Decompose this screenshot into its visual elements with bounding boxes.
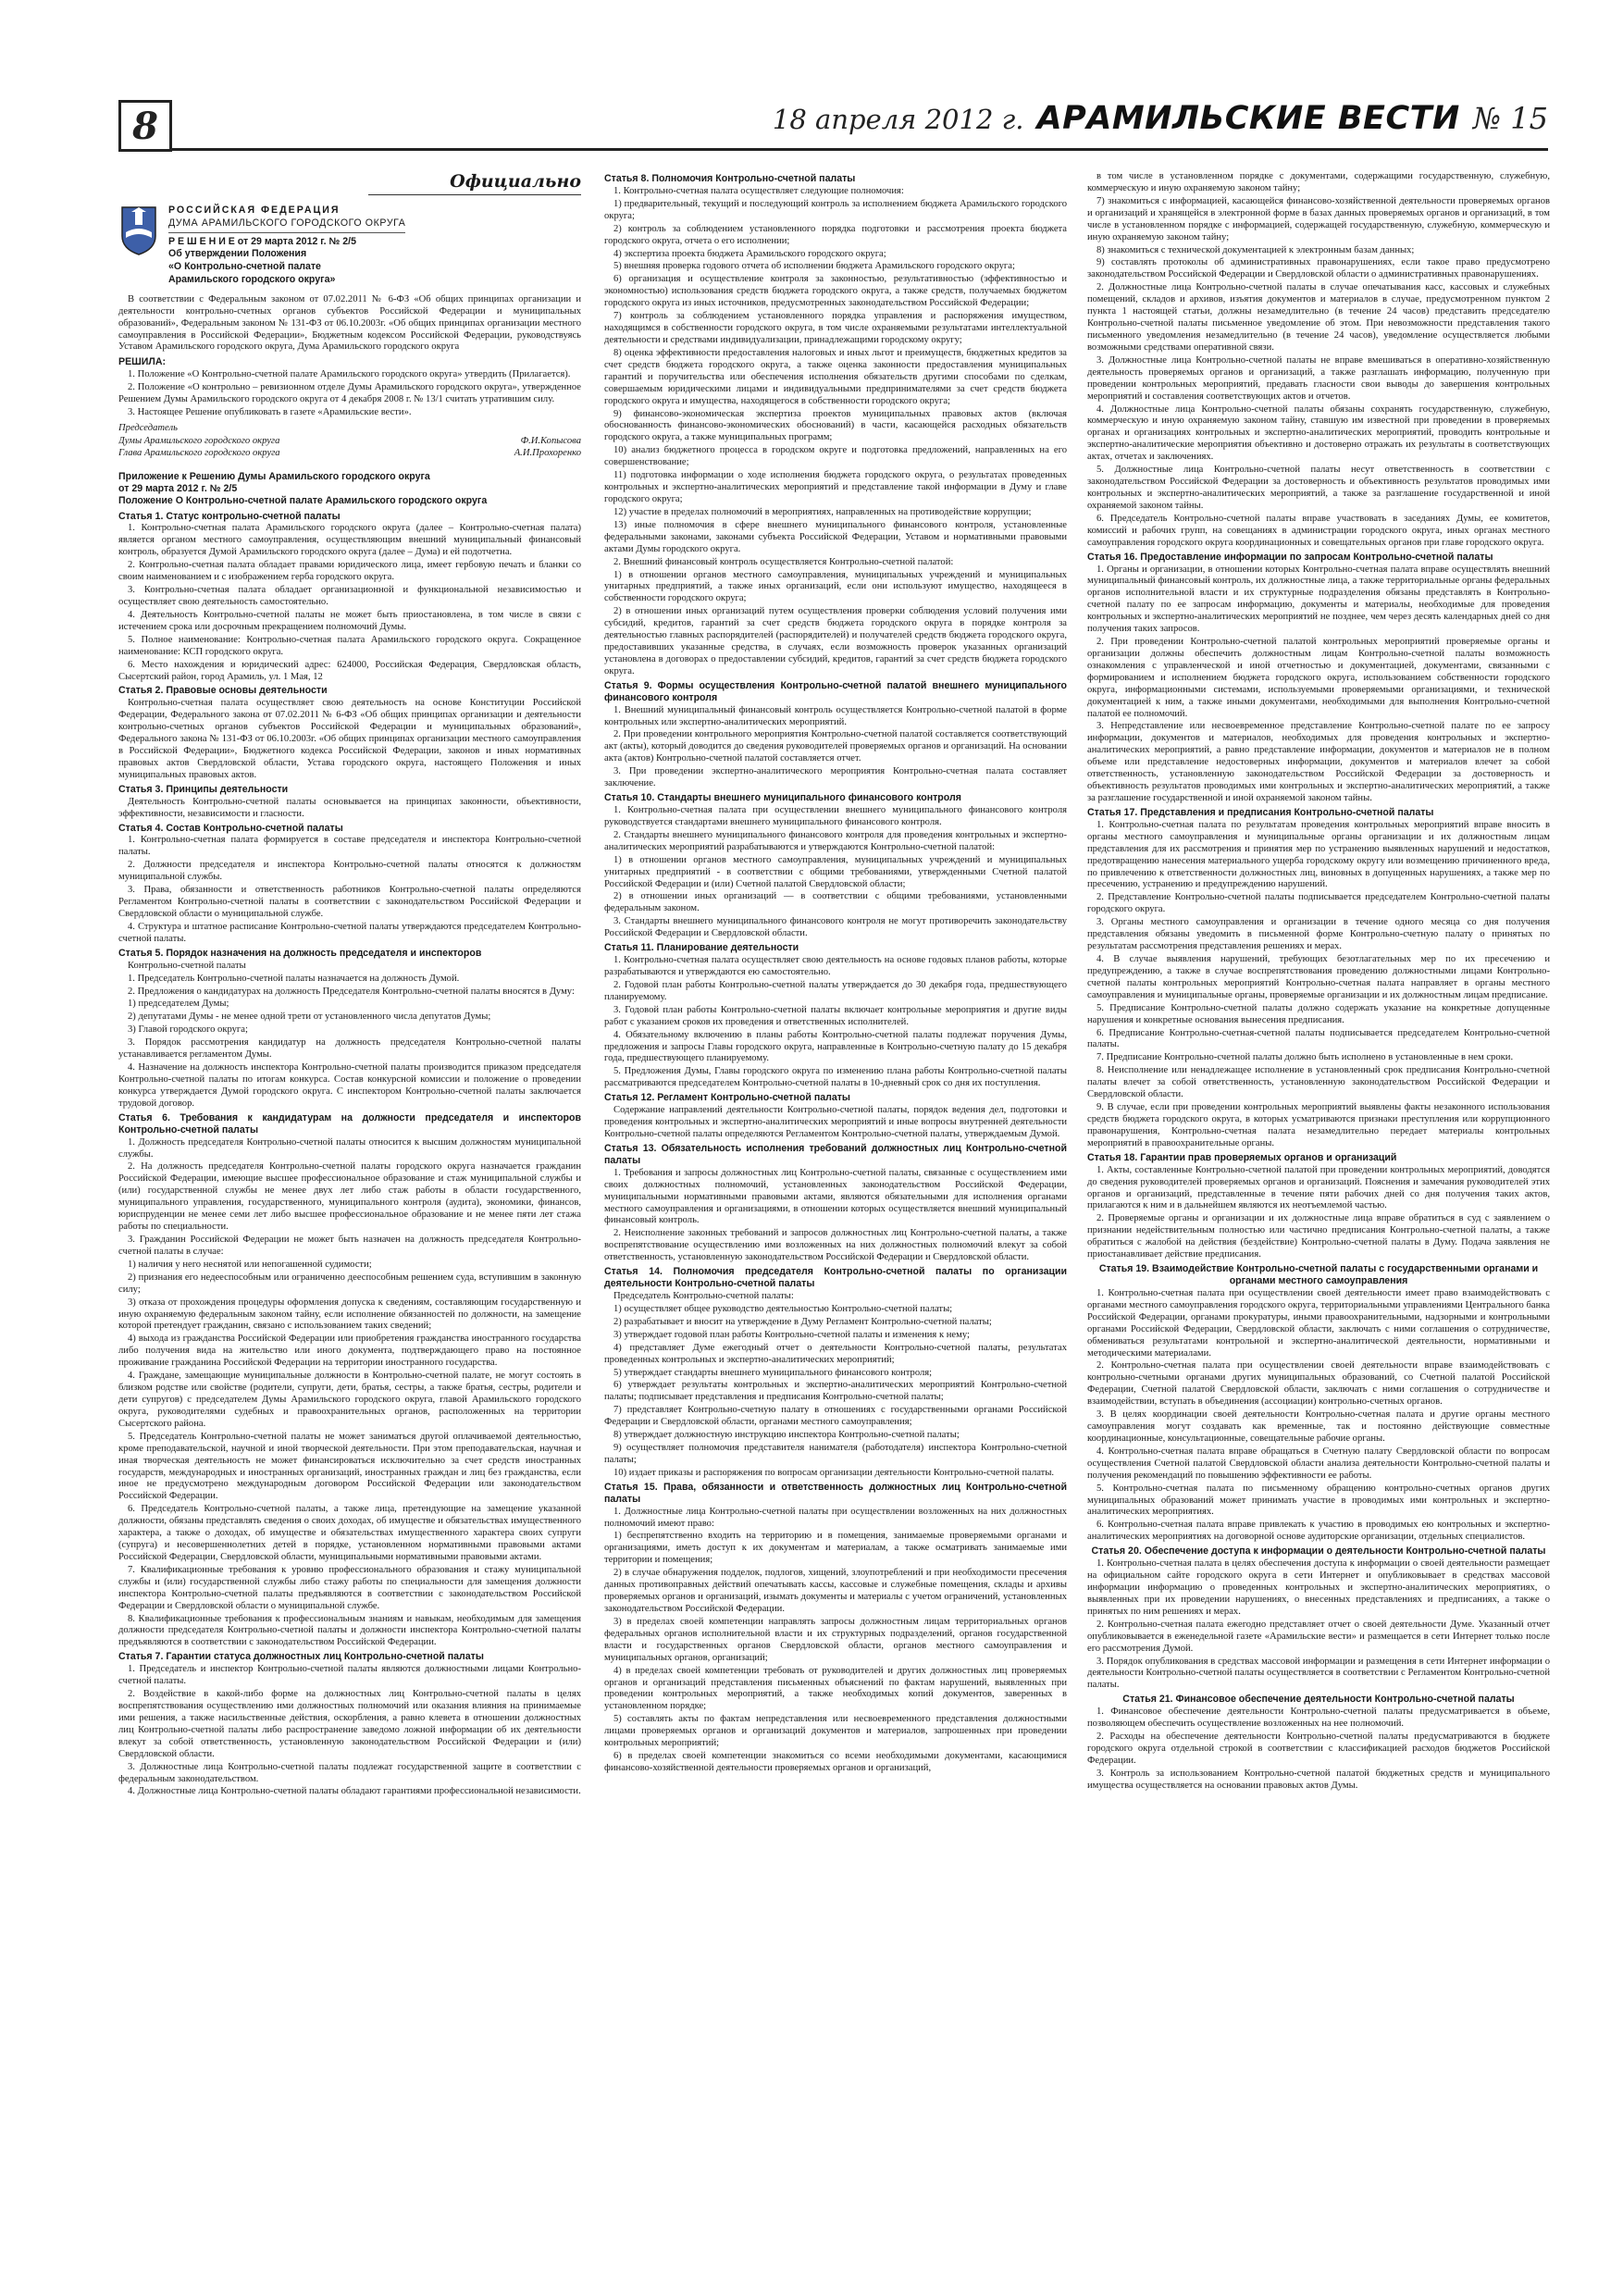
column-2 [604, 171, 1067, 2235]
paragraph: 6) утверждает результаты контрольных и экспертно-аналитических мероприятий Контрольно-счетной палаты; подписывает представления и предписания Контрольно-счетной палаты; [604, 1380, 1067, 1403]
paragraph: 1. Контрольно-счетная палата по результатам проведения контрольных мероприятий вправе вносить в органы местного самоуправления и муниципальные органы организации и их должностным лицам представления для их рассмотрения и принятия мер по устранению выявленных нарушений и недостатков, предотвращению нанесения материального ущерба городскому округу или возмещению причиненного вреда, по привлечению к ответственности должностных лиц, виновных в допущенных нарушениях, а также мер по пресечению, устранению и предупреждению нарушений. [1087, 819, 1550, 890]
paragraph: 3. При проведении экспертно-аналитического мероприятия Контрольно-счетная палата составляет заключение. [604, 766, 1067, 789]
paragraph: 2) в отношении иных организаций путем осуществления проверки соблюдения условий получения ими субсидий, кредитов, гарантий за счет средств бюджета городского округа в порядке контроля за деятельностью главных распорядителей (распорядителей) и получателей средств бюджета городского округа, предоставивших указанные средства, в случаях, если возможность проверок указанных организаций установлена в договорах о предоставлении субсидий, кредитов, гарантий за счет средств бюджета городского округа. [604, 606, 1067, 676]
paragraph: 2. Должностные лица Контрольно-счетной палаты в случае опечатывания касс, кассовых и служебных помещений, складов и архивов, изъятия документов и материалов в случае, предусмотренном пунктом 2 пункта 1 настоящей статьи, должны незамедлительно (в течение 24 часов) представить председателю Контрольно-счетной палаты письменное уведомление об этом. При невозможности представления такого письменного уведомления незамедлительно (в течение 24 часов), уведомление осуществляется любыми возможными средствами оперативной связи. [1087, 282, 1550, 353]
paragraph: в том числе в установленном порядке с документами, содержащими государственную, служебную, коммерческую и иную охраняемую законом тайну; [1087, 171, 1550, 193]
decree-item: 3. Настоящее Решение опубликовать в газете «Арамильские вести». [128, 407, 412, 418]
decree-title-line: Арамильского городского округа» [168, 274, 336, 285]
paragraph: Контрольно-счетной палаты [128, 960, 246, 971]
paragraph: 2. Неисполнение законных требований и запросов должностных лиц Контрольно-счетной палаты, а также воспрепятствование осуществлению ими возложенных на них должностных полномочий влекут за собой ответственность, установленную законодательством Российской Федерации и Свердловской области. [604, 1228, 1067, 1263]
paragraph: 2. Должности председателя и инспектора Контрольно-счетной палаты относятся к должностям муниципальной службы. [118, 860, 581, 883]
paragraph: 4) в пределах своей компетенции требовать от руководителей и других должностных лиц проверяемых органов и организаций представления письменных объяснений по фактам нарушений, выявленных при проведении контрольных мероприятий, а также необходимых копий документов, заверенных в установленном порядке; [604, 1665, 1067, 1712]
paragraph: 9) финансово-экономическая экспертиза проектов муниципальных правовых актов (включая обоснованность финансово-экономических обоснований) в части, касающейся расходных обязательств городского округа, а также муниципальных программ; [604, 408, 1067, 443]
paragraph: 6. Место нахождения и юридический адрес: 624000, Российская Федерация, Свердловская область, Сысертский район, город Арамиль, ул. 1 Мая, 12 [118, 659, 581, 682]
paragraph: 2. Внешний финансовый контроль осуществляется Контрольно-счетной палатой: [613, 556, 954, 567]
paragraph: 2. Контрольно-счетная палата ежегодно представляет отчет о своей деятельности Думе. Указанный отчет опубликовывается в еженедельной газете «Арамильские вести» и размещается в сети Интернет только после его рассмотрения Думой. [1087, 1619, 1550, 1654]
article-heading: Статья 1. Статус контрольно-счетной палаты [118, 510, 341, 522]
paragraph: 2. Воздействие в какой-либо форме на должностных лиц Контрольно-счетной палаты в целях воспрепятствования осуществлению ими должностных полномочий или оказания влияния на принимаемые ими решения, а также насильственные действия, оскорбления, а равно клевета в отношении должностных лиц Контрольно-счетной палаты либо распространение заведомо ложной информации об их деятельности влекут за собой ответственность, установленную законодательством Российской Федерации и (или) Свердловской области. [118, 1689, 581, 1759]
paragraph: 10) издает приказы и распоряжения по вопросам организации деятельности Контрольно-счетной палаты. [613, 1467, 1055, 1478]
signature-name: А.И.Прохоренко [514, 447, 581, 458]
paragraph: 1) в отношении органов местного самоуправления, муниципальных учреждений и муниципальных унитарных предприятий - в соответствии с общими требованиями, утвержденными Счетной палатой Российской Федерации и (или) Счетной палатой Свердловской области; [604, 854, 1067, 889]
paragraph: 4) выхода из гражданства Российской Федерации или приобретения гражданства иностранного государства либо получения вида на жительство или иного документа, подтверждающего право на постоянное проживание гражданина Российской Федерации на территории иностранного государства. [118, 1334, 581, 1369]
signature-name: Ф.И.Копысова [520, 435, 581, 446]
article-heading: Статья 9. Формы осуществления Контрольно-счетной палатой внешнего муниципального финансового контроля [604, 679, 1067, 703]
paragraph: 4. Структура и штатное расписание Контрольно-счетной палаты утверждаются председателем Контрольно-счетной палаты. [118, 921, 581, 944]
article-heading: Статья 8. Полномочия Контрольно-счетной палаты [604, 173, 856, 184]
paragraph: 8. Квалификационные требования к профессиональным знаниям и навыкам, необходимым для замещения должности председателя Контрольно-счетной палаты и должности инспектора Контрольно-счетной палаты предъявляются в соответствии с законодательством Российской Федерации. [118, 1613, 581, 1648]
paragraph: 4. Контрольно-счетная палата вправе обращаться в Счетную палату Свердловской области по вопросам осуществления Счетной палатой Свердловской области анализа деятельности Контрольно-счетной палаты и получения рекомендаций по повышению эффективности ее работы. [1087, 1446, 1550, 1481]
paragraph: 5) составлять акты по фактам непредставления или несвоевременного представления должностными лицами проверяемых органов и организаций документов и материалов, запрошенных при проведении контрольных мероприятий; [604, 1714, 1067, 1749]
decree-date-line: Р Е Ш Е Н И Е от 29 марта 2012 г. № 2/5 [168, 235, 357, 247]
paragraph: 1) предварительный, текущий и последующий контроль за исполнением бюджета Арамильского городского округа; [604, 198, 1067, 221]
paragraph: 9) осуществляет полномочия представителя нанимателя (работодателя) инспектора Контрольно-счетной палаты; [604, 1443, 1067, 1465]
article-heading: Статья 3. Принципы деятельности [118, 783, 289, 795]
paragraph: 1. Контрольно-счетная палата осуществляет следующие полномочия: [613, 185, 904, 196]
signature-role: Глава Арамильского городского округа [118, 447, 280, 458]
paragraph: 5. Контрольно-счетная палата по письменному обращению контрольно-счетных органов других муниципальных образований может принимать участие в проводимых ими контрольных и экспертно-аналитических мероприятиях. [1087, 1483, 1550, 1518]
paragraph: 2. Предложения о кандидатурах на должность Председателя Контрольно-счетной палаты вносятся в Думу: [128, 986, 575, 997]
paragraph: 2) в случае обнаружения подделок, подлогов, хищений, злоупотреблений и при необходимости пресечения данных противоправных действий опечатывать кассы, кассовые и служебные помещения, склады и архивы проверяемых органов и организаций, изымать документы и материалы с учетом ограничений, установленных законодательством Российской Федерации. [604, 1568, 1067, 1615]
decree-title-line: Об утверждении Положения [168, 248, 307, 260]
newspaper-title: АРАМИЛЬСКИЕ ВЕСТИ [1036, 100, 1460, 137]
paragraph: 6) в пределах своей компетенции знакомиться со всеми необходимыми документами, касающимися финансово-хозяйственной деятельности проверяемых органов и организаций, [604, 1751, 1067, 1773]
paragraph: 2) депутатами Думы - не менее одной трети от установленного числа депутатов Думы; [128, 1011, 491, 1023]
signature-role: Думы Арамильского городского округа [118, 435, 280, 446]
article-heading: Статья 21. Финансовое обеспечение деятельности Контрольно-счетной палаты [1122, 1694, 1515, 1706]
article-heading: Статья 19. Взаимодействие Контрольно-счетной палаты с государственными органами и органами местного самоуправления [1098, 1263, 1539, 1286]
article-heading: Статья 7. Гарантии статуса должностных лиц Контрольно-счетной палаты [118, 1651, 484, 1663]
paragraph: 2. На должность председателя Контрольно-счетной палаты городского округа назначается гражданин Российской Федерации, имеющие высшее профессиональное образование и стаж муниципальной службы и (или) государственной службы не менее двух лет либо стаж работы в области государственного, муниципального управления, государственного, муниципального контроля (аудита), экономики, финансов, юриспруденции не менее семи лет либо высшее профессиональное образование и не менее пяти лет стажа работы по специальности. [118, 1161, 581, 1233]
appendix-line: Приложение к Решению Думы Арамильского городского округа [118, 470, 430, 482]
paragraph: 1. Финансовое обеспечение деятельности Контрольно-счетной палаты предусматривается в объеме, позволяющем обеспечить осуществление возложенных на нее полномочий. [1087, 1706, 1550, 1730]
paragraph: 5. Предписание Контрольно-счетной палаты должно содержать указание на конкретные допущенные нарушения и конкретные основания вынесения предписания. [1087, 1002, 1550, 1025]
paragraph: 1) осуществляет общее руководство деятельностью Контрольно-счетной палаты; [613, 1303, 953, 1314]
paragraph: 2. Контрольно-счетная палата обладает правами юридического лица, имеет гербовую печать и бланки со своим наименованием и с изображением герба городского округа. [118, 560, 581, 583]
paragraph: 2) в отношении иных организаций — в соответствии с общими требованиями, установленными федеральным законом. [604, 891, 1067, 914]
paragraph: 1. Контрольно-счетная палата в целях обеспечения доступа к информации о своей деятельности размещает на официальном сайте городского округа в сети Интернет и опубликовывает в средствах массовой информации информацию о проведенных контрольных и экспертно-аналитических мероприятиях, о выявленных при их проведении нарушениях, о внесенных представлениях и предписаниях, а также о принятых по ним решениях и мерах. [1087, 1558, 1550, 1617]
article-heading: Статья 2. Правовые основы деятельности [118, 685, 328, 697]
paragraph: 1) в отношении органов местного самоуправления, муниципальных учреждений и муниципальных унитарных предприятий, а также иных организаций, если они используют имущество, находящееся в собственности городского округа; [604, 569, 1067, 604]
paragraph: 10) анализ бюджетного процесса в городском округе и подготовка предложений, направленных на его совершенствование; [604, 445, 1067, 468]
paragraph: 2. При проведении контрольного мероприятия Контрольно-счетной палатой составляется соответствующий акт (акты), который доводится до сведения руководителей проверяемых органов и организаций. На основании акта (актов) Контрольно-счетной палатой составляется отчет. [604, 729, 1067, 764]
paragraph: 4. Назначение на должность инспектора Контрольно-счетной палаты производится приказом председателя Контрольно-счетной палаты по итогам конкурса. Состав конкурсной комиссии и положение о проведении конкурса утверждается Думой городского округа. С инспектором Контрольно-счетной палаты заключается трудовой договор. [118, 1062, 581, 1109]
article-heading: Статья 5. Порядок назначения на должность председателя и инспекторов [118, 947, 482, 959]
issue-date: 18 апреля 2012 г. [772, 104, 1024, 135]
paragraph: 7) представляет Контрольно-счетную палату в отношениях с государственными органами Российской Федерации и Свердловской области, органами местного самоуправления; [604, 1405, 1067, 1428]
paragraph: 1. Внешний муниципальный финансовый контроль осуществляется Контрольно-счетной палатой в форме контрольных или экспертно-аналитических мероприятий. [604, 704, 1067, 727]
paragraph: 1. Требования и запросы должностных лиц Контрольно-счетной палаты, связанные с осуществлением ими своих должностных полномочий, установленных законодательством Российской Федерации, муниципальными нормативными правовыми актами, являются обязательными для исполнения органами местного самоуправления и организациями, в отношении которых осуществляется внешний муниципальный финансовый контроль. [604, 1167, 1067, 1226]
paragraph: 4. Должностные лица Контрольно-счетной палаты обладают гарантиями профессиональной независимости. [128, 1786, 581, 1797]
paragraph: 2. Проверяемые органы и организации и их должностные лица вправе обратиться в суд с заявлением о признании недействительным полностью или частично предписания Контрольно-счетной палаты, а также обратиться с жалобой на действия (бездействие) Контрольно-счетной палаты в Думу. Подача заявления не приостанавливает действие предписания. [1087, 1213, 1550, 1260]
paragraph: 6. Контрольно-счетная палата вправе привлекать к участию в проводимых ею контрольных и экспертно-аналитических мероприятиях на договорной основе аудиторские организации, отдельных специалистов. [1087, 1520, 1550, 1543]
paragraph: Контрольно-счетная палата осуществляет свою деятельность на основе Конституции Российской Федерации, Федерального закона от 07.02.2011 № 6-ФЗ «Об общих принципах организации и деятельности контрольно-счетных органов субъектов Российской Федерации и муниципальных образований», Федерального закона № 131-ФЗ от 06.10.2003г. «Об общих принципах организации местного самоуправления в Российской Федерации», Бюджетного кодекса Российской Федерации, законов и иных нормативных правовых актов Свердловской области, Устава городского округа, настоящего Положения и иных муниципальных правовых актов. [118, 698, 581, 780]
column-1-body [118, 511, 581, 1799]
paragraph: 7) знакомиться с информацией, касающейся финансово-хозяйственной деятельности проверяемых органов и организаций и хранящейся в электронной форме в базах данных проверяемых органов и организаций, в том числе в установленном порядке с информацией, содержащей государственную, служебную, коммерческую и иную охраняемую законом тайну; [1087, 195, 1550, 242]
paragraph: 3. Органы местного самоуправления и организации в течение одного месяца со дня получения представления обязаны уведомить в письменной форме Контрольно-счетную палату о принятых по результатам рассмотрения представления решениях и мерах. [1087, 917, 1550, 952]
paragraph: 9. В случае, если при проведении контрольных мероприятий выявлены факты незаконного использования средств бюджета городского округа, в которых усматриваются признаки преступления или коррупционного правонарушения, Контрольно-счетная палата незамедлительно передает материалы контрольных мероприятий в правоохранительные органы. [1087, 1102, 1550, 1148]
chair-label: Председатель [118, 422, 178, 433]
paragraph: 1. Акты, составленные Контрольно-счетной палатой при проведении контрольных мероприятий, доводятся до сведения руководителей проверяемых органов и организаций. Пояснения и замечания руководителей этих органов и организаций, представленные в течение пяти рабочих дней со дня получения таких актов, прилагаются к ним и в дальнейшем являются их неотъемлемой частью. [1087, 1164, 1550, 1211]
paragraph: 1. Органы и организации, в отношении которых Контрольно-счетная палата вправе осуществлять внешний муниципальный финансовый контроль, их должностные лица, а также территориальные органы федеральных органов исполнительной власти и их структурные подразделения обязаны представлять в Контрольно-счетной палату по ее запросам информацию, документы и материалы, необходимые для проведения контрольных и экспертно-аналитических мероприятий не позднее, чем через десять календарных дней со дня получения таких запросов. [1087, 564, 1550, 635]
masthead-right [773, 100, 1548, 146]
paragraph: 3) утверждает годовой план работы Контрольно-счетной палаты и изменения к нему; [613, 1329, 970, 1340]
article-heading: Статья 4. Состав Контрольно-счетной палаты [118, 822, 343, 834]
federation-label: РОССИЙСКАЯ ФЕДЕРАЦИЯ [168, 205, 341, 217]
paragraph: 1) беспрепятственно входить на территорию и в помещения, занимаемые проверяемыми органами и организациями, иметь доступ к их документам и материалам, а также осматривать занимаемые ими территории и помещения; [604, 1531, 1067, 1566]
masthead-rule [172, 148, 1548, 151]
paragraph: 5. Предложения Думы, Главы городского округа по изменению плана работы Контрольно-счетной палаты рассматриваются председателем Контрольно-счетной палаты в 10-дневный срок со дня их поступления. [604, 1066, 1067, 1089]
paragraph: 1. Контрольно-счетная палата при осуществлении внешнего муниципального финансового контроля руководствуется стандартами внешнего муниципального финансового контроля. [604, 805, 1067, 827]
paragraph: 12) участие в пределах полномочий в мероприятиях, направленных на противодействие коррупции; [613, 506, 1032, 517]
paragraph: 3. Порядок опубликования в средствах массовой информации и размещения в сети Интернет информации о деятельности Контрольно-счетной палаты осуществляется в соответствии с Регламентом Контрольно-счетной палаты. [1087, 1656, 1550, 1691]
paragraph: 9) составлять протоколы об административных правонарушениях, если такое право предусмотрено законодательством Российской Федерации и Свердловской области о административных правонарушениях. [1087, 257, 1550, 280]
paragraph: 1. Должность председателя Контрольно-счетной палаты относится к высшим должностям муниципальной службы. [118, 1136, 581, 1160]
column-2-body [604, 173, 1067, 1775]
paragraph: 1. Должностные лица Контрольно-счетной палаты при осуществлении возложенных на них должностных полномочий имеют право: [604, 1506, 1067, 1529]
paragraph: 3. Должностные лица Контрольно-счетной палаты не вправе вмешиваться в оперативно-хозяйственную деятельность проверяемых органов и организаций, а также разглашать информацию, полученную при проведении контрольных мероприятий, предавать гласности свои выводы до завершения контрольных мероприятий и составления соответствующих актов и отчетов. [1087, 354, 1550, 402]
paragraph: 1. Контрольно-счетная палата формируется в составе председателя и инспектора Контрольно-счетной палаты. [118, 835, 581, 858]
paragraph: 8. Неисполнение или ненадлежащее исполнение в установленный срок предписания Контрольно-счетной палаты влечет за собой ответственность, установленную законодательством Российской Федерации и Свердловской области. [1087, 1065, 1550, 1100]
paragraph: 7. Предписание Контрольно-счетной палаты должно быть исполнено в установленные в нем сроки. [1096, 1052, 1514, 1063]
article-heading: Статья 16. Предоставление информации по запросам Контрольно-счетной палаты [1087, 551, 1493, 563]
article-heading: Статья 13. Обязательность исполнения требований должностных лиц Контрольно-счетной палаты [604, 1142, 1067, 1166]
decree-title-line: «О Контрольно-счетной палате [168, 261, 321, 273]
paragraph: 13) иные полномочия в сфере внешнего муниципального финансового контроля, установленные федеральными законами, законами субъекта Российской Федерации, Уставом и нормативными правовыми актами Думы городского округа. [604, 519, 1067, 554]
paragraph: 6) организация и осуществление контроля за законностью, результативностью (эффективностью и экономностью) использования средств бюджета городского округа, а также средств, получаемых бюджетом городского округа из иных источников, предусмотренных законодательством Российской Федерации; [604, 274, 1067, 309]
issue-number: № 15 [1472, 101, 1548, 136]
paragraph: 3) Главой городского округа; [128, 1024, 248, 1036]
paragraph: 3. Непредставление или несвоевременное представление Контрольно-счетной палате по ее запросу информации, документов и материалов, необходимых для проведения контрольных и экспертно-аналитических мероприятий, а равно представление информации, документов и материалов не в полном объеме или представление недостоверных информации, документов и материалов влечет за собой ответственность, установленную законодательством Российской Федерации за достоверность и объективность результатов проводимых ими контрольных и экспертно-аналитических мероприятий, а также за разглашение государственной и иной охраняемой законом тайны. [1087, 721, 1550, 804]
article-heading: Статья 15. Права, обязанности и ответственность должностных лиц Контрольно-счетной палаты [604, 1481, 1067, 1505]
signature-row [118, 448, 581, 460]
paragraph: 5) утверждает стандарты внешнего муниципального финансового контроля; [613, 1367, 933, 1378]
appendix-line: от 29 марта 2012 г. № 2/5 [118, 482, 238, 494]
paragraph: 2. При проведении Контрольно-счетной палатой контрольных мероприятий проверяемые органы и организации должны обеспечить должностным лицам Контрольно-счетной палаты возможность ознакомления с управленческой и иной отчетностью и документацией, документами, связанными с формированием и исполнением бюджета городского округа, использованием собственности городского округа, информационными системами, используемыми проверяемыми организациями, и технической документацией к ним, а также иными документами, необходимыми для выполнения Контрольно-счетной палатой ее полномочий. [1087, 637, 1550, 719]
paragraph: 1. Председатель Контрольно-счетной палаты назначается на должность Думой. [128, 973, 460, 984]
paragraph: 1) председателем Думы; [128, 999, 229, 1010]
paragraph: 4. Обязательному включению в планы работы Контрольно-счетной палаты подлежат поручения Думы, предложения и запросы Главы городского округа, направленные в Контрольно-счетную палату до 15 декабря года, предшествующего планируемому. [604, 1029, 1067, 1064]
paragraph: 2. Расходы на обеспечение деятельности Контрольно-счетной палаты предусматриваются в бюджете городского округа отдельной строкой в соответствии с классификацией расходов бюджетов Российской Федерации. [1087, 1731, 1550, 1766]
column-1 [118, 171, 581, 2235]
paragraph: 1. Контрольно-счетная палата при осуществлении своей деятельности имеет право взаимодействовать с органами местного самоуправления городского округа, территориальными управлениями Центрального банка Российской Федерации, органами прокуратуры, иными правоохранительными, надзорными и контрольными органами Российской Федерации, Свердловской области, заключать с ними соглашения о сотрудничестве, обмениваться результатами контрольной и экспертно-аналитической деятельности, нормативными и методическими материалами. [1087, 1287, 1550, 1359]
paragraph: 4. Граждане, замещающие муниципальные должности в Контрольно-счетной палате, не могут состоять в близком родстве или свойстве (родители, супруги, дети, братья, сестры, а также братья, сестры, родители и дети супругов) с председателем Думы Арамильского городского округа, главой Арамильского городского округа, руководителями судебных и правоохранительных органов, расположенных на территории Сысертского района. [118, 1371, 581, 1429]
article-heading: Статья 17. Представления и предписания Контрольно-счетной палаты [1087, 806, 1434, 818]
decree-item: 1. Положение «О Контрольно-счетной палате Арамильского городского округа» утвердить (Прилагается). [128, 369, 571, 380]
article-heading: Статья 18. Гарантии прав проверяемых органов и организаций [1087, 1151, 1397, 1163]
paragraph: 2. Контрольно-счетная палата при осуществлении своей деятельности вправе взаимодействовать с контрольно-счетными органами других муниципальных образований, со Счетной палатой Российской Федерации, Счетной палатой Свердловской области, заключать с ними соглашения о сотрудничестве и взаимодействии, вступать в объединения (ассоциации) контрольно-счетных органов. [1087, 1360, 1550, 1408]
paragraph: 3. Контроль за использованием Контрольно-счетной палатой бюджетных средств и муниципального имущества осуществляется на основании правовых актов Думы. [1087, 1768, 1550, 1791]
paragraph: 2) контроль за соблюдением установленного порядка подготовки и рассмотрения проекта бюджета городского округа, отчета о его исполнении; [604, 223, 1067, 246]
paragraph: 3. Порядок рассмотрения кандидатур на должность председателя Контрольно-счетной палаты устанавливается регламентом Думы. [118, 1037, 581, 1061]
duma-label: ДУМА АРАМИЛЬСКОГО ГОРОДСКОГО ОКРУГА [168, 217, 405, 233]
paragraph: 2. Представление Контрольно-счетной палаты подписывается председателем Контрольно-счетной палаты городского округа. [1087, 892, 1550, 915]
article-heading: Статья 12. Регламент Контрольно-счетной палаты [604, 1092, 850, 1104]
masthead [118, 100, 1548, 154]
paragraph: 5. Должностные лица Контрольно-счетной палаты несут ответственность в соответствии с законодательством Российской Федерации за достоверность и объективность результатов проводимых ими контрольных и экспертно-аналитических мероприятий, а также за разглашение государственной и иной охраняемой законом тайны. [1087, 465, 1550, 511]
paragraph: 1. Контрольно-счетная палата Арамильского городского округа (далее – Контрольно-счетная палата) является органом местного самоуправления, осуществляющим внешний муниципальный финансовый контроль, образуется Думой Арамильского городского округа (далее – Дума) и ей подотчетна. [118, 523, 581, 558]
article-heading: Статья 6. Требования к кандидатурам на должности председателя и инспекторов Контрольно-счетной палаты [118, 1111, 581, 1136]
paragraph: 2) признания его недееспособным или ограниченно дееспособным решением суда, вступившим в законную силу; [118, 1272, 581, 1295]
paragraph: Содержание направлений деятельности Контрольно-счетной палаты, порядок ведения дел, подготовки и проведения контрольных и экспертно-аналитических мероприятий и иные вопросы внутренней деятельности Контрольно-счетной палаты определяются Регламентом Контрольно-счетной палаты, утверждаемым Думой. [604, 1105, 1067, 1139]
paragraph: 4. Должностные лица Контрольно-счетной палаты обязаны сохранять государственную, служебную, коммерческую и иную охраняемую законом тайну, ставшую им известной при проведении в проверяемых органах и организациях контрольных и экспертно-аналитических мероприятий, проводить контрольные и экспертно-аналитические мероприятия объективно и достоверно отражать их результаты в соответствующих актах, отчетах и заключениях. [1087, 403, 1550, 463]
decree-title [168, 248, 405, 286]
decree-resolved-label: РЕШИЛА: [118, 356, 167, 368]
column-3-body [1087, 171, 1550, 1793]
paragraph: 3. В целях координации своей деятельности Контрольно-счетная палата и другие органы местного самоуправления могут создавать как временные, так и постоянно действующие совместные координационные, консультационные, совещательные рабочие органы. [1087, 1409, 1550, 1444]
paragraph: 3. Должностные лица Контрольно-счетной палаты подлежат государственной защите в соответствии с федеральным законодательством. [118, 1761, 581, 1784]
article-heading: Статья 20. Обеспечение доступа к информации о деятельности Контрольно-счетной палаты [1091, 1545, 1546, 1558]
paragraph: 1. Председатель и инспектор Контрольно-счетной палаты являются должностными лицами Контрольно-счетной палаты. [118, 1664, 581, 1687]
paragraph: 4. Деятельность Контрольно-счетной палаты не может быть приостановлена, в том числе в связи с истечением срока или досрочным прекращением полномочий Думы. [118, 609, 581, 632]
paragraph: 3. Права, обязанности и ответственность работников Контрольно-счетной палаты определяются Регламентом Контрольно-счетной палаты в соответствии с законодательством Российской Федерации и Свердловской области о муниципальной службе. [118, 885, 581, 920]
paragraph: 2. Стандарты внешнего муниципального финансового контроля для проведения контрольных и экспертно-аналитических мероприятий разрабатываются и утверждаются Контрольно-счетной палатой: [604, 829, 1067, 852]
appendix-line: Положение О Контрольно-счетной палате Арамильского городского округа [118, 494, 488, 506]
paragraph: 8) утверждает должностную инструкцию инспектора Контрольно-счетной палаты; [613, 1430, 960, 1441]
paragraph: 5) внешняя проверка годового отчета об исполнении бюджета Арамильского городского округа; [613, 261, 1015, 272]
section-label: Официально [368, 171, 581, 195]
paragraph: 1. Контрольно-счетная палата осуществляет свою деятельность на основе годовых планов работы, которые разрабатываются и утверждаются ею самостоятельно. [604, 955, 1067, 977]
column-3 [1087, 171, 1550, 2235]
paragraph: 3) в пределах своей компетенции направлять запросы должностным лицам территориальных органов федеральных органов исполнительной власти и их структурных подразделений, органов государственной власти и государственных органов Свердловской области, органов местного самоуправления и муниципальных органов, организаций; [604, 1616, 1067, 1663]
decree-header [118, 205, 581, 287]
paragraph: 5. Полное наименование: Контрольно-счетная палата Арамильского городского округа. Сокращенное наименование: КСП городского округа. [118, 634, 581, 657]
paragraph: 5. Председатель Контрольно-счетной палаты не может заниматься другой оплачиваемой деятельностью, кроме преподавательской, научной и иной творческой деятельности. При этом преподавательская, научная и иная творческая деятельность не может финансироваться исключительно за счет средств иностранных государств, международных и иностранных организаций, иностранных граждан и лиц без гражданства, если иное не предусмотрено международным договором Российской Федерации или законодательством Российской Федерации. [118, 1431, 581, 1502]
decree-header-text [168, 205, 405, 287]
paragraph: 2) разрабатывает и вносит на утверждение в Думу Регламент Контрольно-счетной палаты; [613, 1316, 992, 1327]
paragraph: 6. Предписание Контрольно-счетная-счетной палаты подписывается председателем Контрольно-счетной палаты. [1087, 1027, 1550, 1050]
paragraph: Председатель Контрольно-счетной палаты: [613, 1290, 794, 1301]
article-heading: Статья 14. Полномочия председателя Контрольно-счетной палаты по организации деятельности Контрольно-счетной палаты [604, 1266, 1067, 1290]
paragraph: 1) наличия у него неснятой или непогашенной судимости; [128, 1259, 372, 1270]
paragraph: 8) оценка эффективности предоставления налоговых и иных льгот и преимуществ, бюджетных кредитов за счет средств бюджета городского округа, а также оценка законности предоставления муниципальных гарантий и поручительства или обеспечения исполнения обязательств другими способами по сделкам, совершаемым юридическими лицами и индивидуальными предпринимателями за счет средств бюджета городского округа и имущества, находящегося в собственности городского округа; [604, 347, 1067, 406]
paragraph: Деятельность Контрольно-счетной палаты основывается на принципах законности, объективности, эффективности, независимости и гласности. [118, 796, 581, 819]
paragraph: 6. Председатель Контрольно-счетной палаты вправе участвовать в заседаниях Думы, ее комитетов, комиссий и рабочих групп, на совещаниях в администрации городского округа, иных органах местного самоуправления городского округа координационных и совещательных органов при главе городского округа. [1087, 513, 1550, 548]
paragraph: 7) контроль за соблюдением установленного порядка управления и распоряжения имуществом, находящимся в собственности городского округа, в том числе охраняемыми результатами интеллектуальной деятельности и средствами индивидуализации, принадлежащими городскому округу; [604, 311, 1067, 345]
signature-row [118, 436, 581, 448]
paragraph: 4) представляет Думе ежегодный отчет о деятельности Контрольно-счетной палаты, результатах проведенных контрольных и экспертно-аналитических мероприятий; [604, 1342, 1067, 1365]
paragraph: 6. Председатель Контрольно-счетной палаты, а также лица, претендующие на замещение указанной должности, обязаны представлять сведения о своих доходах, об имуществе и обязательствах имущественного характера, а также о доходах, об имуществе и обязательствах имущественного характера своих супруги (супруга) и несовершеннолетних детей в порядке, установленном нормативными правовыми актами Российской Федерации, Свердловской области, муниципальными нормативными правовыми актами. [118, 1504, 581, 1562]
page-number: 8 [118, 100, 172, 152]
paragraph: 7. Квалификационные требования к уровню профессионального образования и стажу муниципальной службы и (или) государственной службы либо стажу работы по специальности для замещения должности инспектора Контрольно-счетной палаты предъявляются в соответствии с законодательством Российской Федерации и Свердловской области о муниципальной службе. [118, 1564, 581, 1611]
article-heading: Статья 11. Планирование деятельности [604, 942, 799, 954]
coat-of-arms-icon [118, 205, 159, 256]
paragraph: 3. Годовой план работы Контрольно-счетной палаты включает контрольные мероприятия и другие виды работ с указанием сроков их проведения и ответственных исполнителей. [604, 1004, 1067, 1027]
paragraph: 3. Гражданин Российской Федерации не может быть назначен на должность председателя Контрольно-счетной палаты в случае: [118, 1234, 581, 1257]
decree-preamble: В соответствии с Федеральным законом от 07.02.2011 № 6-ФЗ «Об общих принципах организации и деятельности контрольно-счетных органов субъектов Российской Федерации и муниципальных образований», Федеральным законом № 131-ФЗ от 06.10.2003г. «Об общих принципах организации местного самоуправления в Российской Федерации», Бюджетным кодексом Российской Федерации, руководствуясь Уставом Арамильского городского округа, Дума Арамильского городского округа [118, 293, 581, 353]
paragraph: 4. В случае выявления нарушений, требующих безотлагательных мер по их пресечению и предупреждению, а также в случае воспрепятствования проведению должностными лицами Контрольно-счетной палаты контрольных мероприятий Контрольно-счетная палата направляет в органы местного самоуправления и муниципальные органы, проверяемые организации и их должностным лицам предписание. [1087, 954, 1550, 1000]
paragraph: 11) подготовка информации о ходе исполнения бюджета городского округа, о результатах проведенных контрольных и экспертно-аналитических мероприятий и представление такой информации в Думу и главе городского округа; [604, 470, 1067, 504]
paragraph: 4) экспертиза проекта бюджета Арамильского городского округа; [613, 248, 886, 259]
paragraph: 8) знакомиться с технической документацией к электронным базам данных; [1096, 244, 1415, 255]
appendix-heading [118, 471, 581, 507]
paragraph: 2. Годовой план работы Контрольно-счетной палаты утверждается до 30 декабря года, предшествующего планируемому. [604, 979, 1067, 1002]
paragraph: 3) отказа от прохождения процедуры оформления допуска к сведениям, составляющим государственную и иную охраняемую федеральным законом тайну, если исполнение обязанностей по должности, на замещение которой претендует гражданин, связано с использованием таких сведений; [118, 1297, 581, 1332]
paragraph: 3. Контрольно-счетная палата обладает организационной и функциональной независимостью и осуществляет свою деятельность самостоятельно. [118, 585, 581, 607]
article-heading: Статья 10. Стандарты внешнего муниципального финансового контроля [604, 792, 961, 804]
decree-item: 2. Положение «О контрольно – ревизионном отделе Думы Арамильского городского округа», утвержденное Решением Думы Арамильского городского округа от 4 декабря 2008 г. № 13/1 считать утратившим силу. [118, 382, 581, 405]
paragraph: 3. Стандарты внешнего муниципального финансового контроля не могут противоречить законодательству Российской Федерации и Свердловской области. [604, 916, 1067, 939]
